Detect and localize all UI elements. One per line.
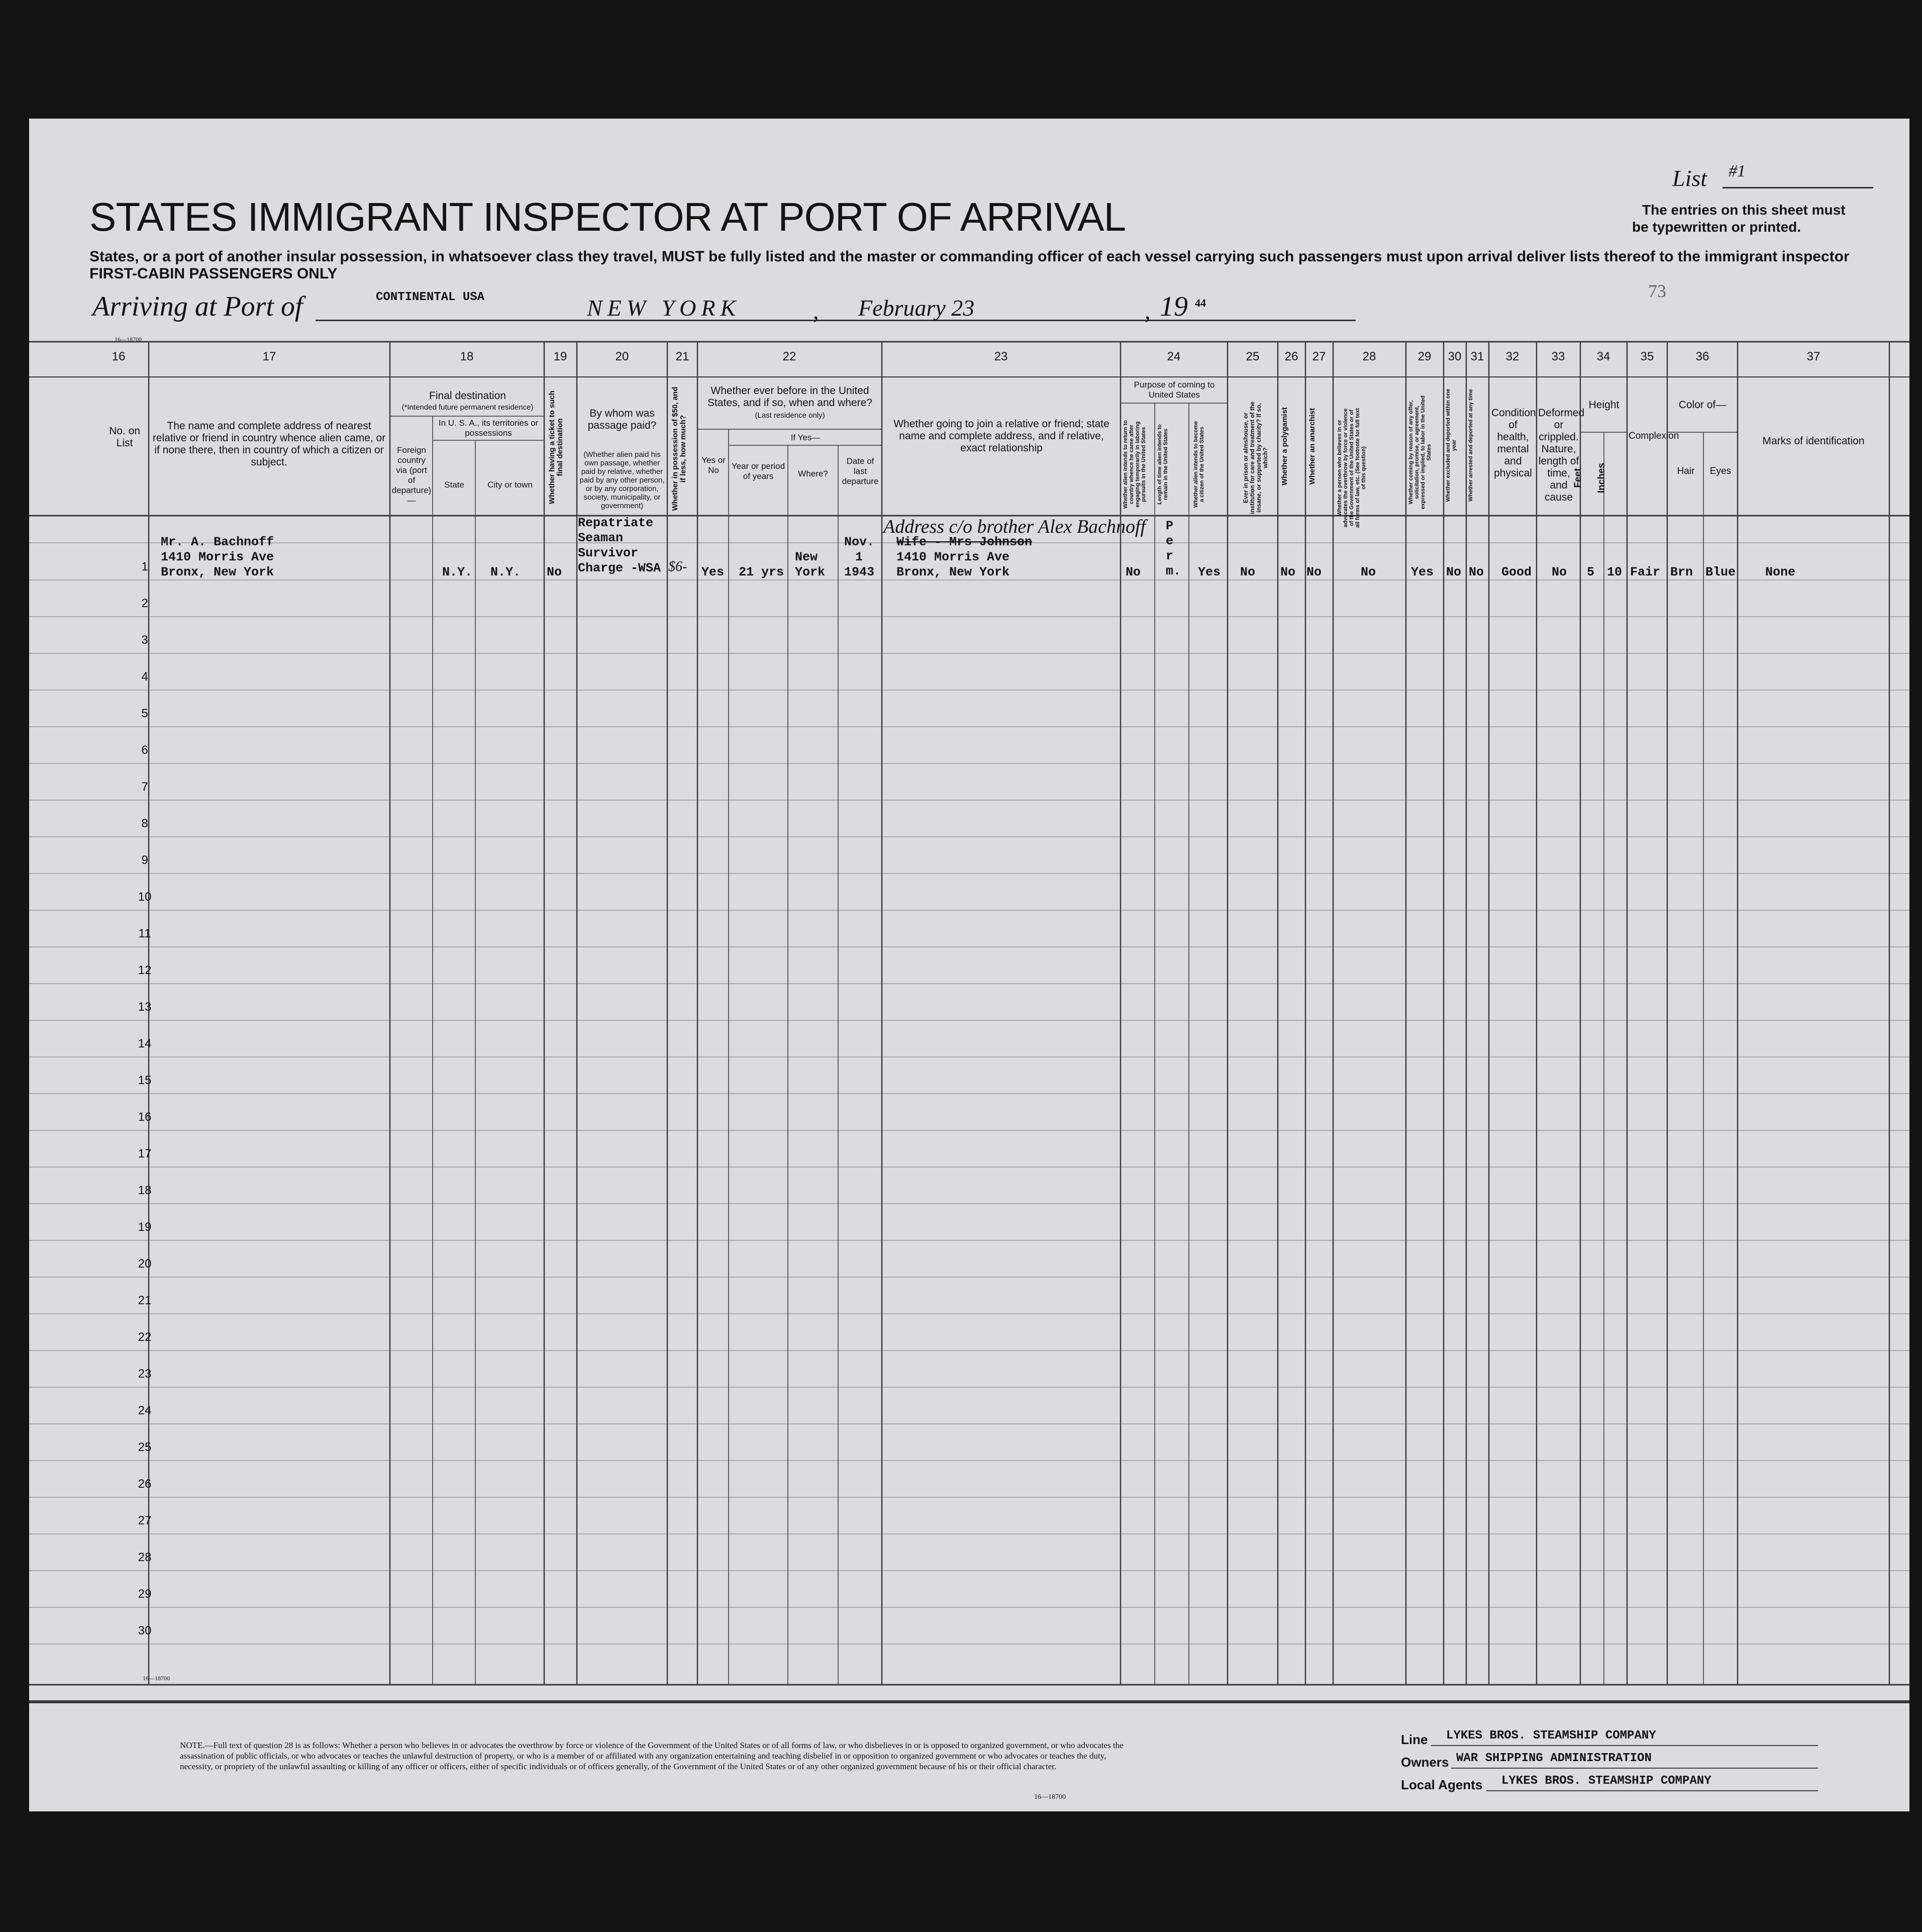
col-sub-feet: Feet [1573,468,1583,488]
row-number: 30 [138,1624,152,1637]
marks-value: None [1765,565,1796,579]
line-underline [1431,1745,1818,1746]
height-feet-value: 5 [1587,565,1595,579]
page-number: 73 [1648,281,1666,301]
col-sub-where: Where? [798,469,828,478]
row-number: 27 [138,1514,152,1527]
join-line3: Bronx, New York [896,565,1010,579]
col-note-passage: (Whether alien paid his own passage, whether paid by relative, whether paid by any other person, or by any corporation, society, municipality, or government) [579,450,665,510]
row-number: 22 [138,1330,152,1344]
agents-label: Local Agents [1401,1777,1483,1792]
arrival-year-suffix: 44 [1195,297,1206,309]
col-num: 27 [1312,350,1326,363]
col-header-polygamist: Whether a polygamist [1280,407,1289,486]
entries-note-line1: The entries on this sheet must [1642,202,1846,218]
health-value: Good [1501,565,1532,579]
q29-value: Yes [1411,565,1434,579]
row-number: 21 [138,1294,152,1307]
col-num: 32 [1505,350,1520,363]
line-value: LYKES BROS. STEAMSHIP COMPANY [1446,1729,1656,1743]
row-number: 19 [138,1220,152,1234]
departure-day: 1 [855,550,863,564]
col-sub-city: City or town [487,480,533,490]
comma: , [1145,298,1151,324]
row-number: 26 [138,1477,152,1491]
dest-city: N.Y. [490,565,521,579]
list-label: List [1672,165,1707,191]
row-number: 17 [138,1147,152,1161]
row-number: 15 [138,1074,152,1087]
arrival-port: NEW YORK [587,295,741,321]
col-num: 34 [1596,350,1610,363]
col-header-health: Condition of health, mental and physical [1491,407,1536,479]
col-sub-hair: Hair [1677,466,1695,476]
polygamist-value: No [1280,565,1296,579]
arriving-line [316,320,1356,321]
row-number: 14 [138,1037,152,1050]
footer-form-code: 16—18700 [1034,1793,1066,1801]
q28-value: No [1361,565,1376,579]
ticket-value: No [547,565,562,579]
col-header-passage: By whom was passage paid? [587,408,657,431]
col-header-ever-before: Whether ever before in the United States, and if so, when and where? [707,385,873,409]
col-header-no-on-list: No. on List [109,425,140,449]
manifest-sheet [29,119,1909,1811]
footnote-q28: NOTE.—Full text of question 28 is as follows: Whether a person who believes in or advocates the overthrow by force or violence of the Government of the United States or of all forms of law, or who disbelieves in or is opposed to organized government, or who advocates the assassination of public officials, or who advocates or teaches the unlawful destruction of property, or who is a member of or affiliated with any organization entertaining and teaching disbelief in or opposition to organized government or who advocates or teaches the duty, necessity, or propriety of the unlawful assaulting or killing of any officer or officers, either of specific individuals or of officers generally, of the Government of the United States or of any other organized government because of his or their official character. [180,1741,1124,1771]
list-line [1723,187,1873,188]
prison-value: No [1240,565,1256,579]
col-num: 17 [262,350,276,363]
entries-note-line2: be typewritten or printed. [1632,219,1801,235]
col-num: 36 [1695,350,1709,363]
col-header-join: Whether going to join a relative or friend; state name and complete address, and if relative, exact relationship [893,418,1109,454]
length-of-stay-value: Perm. [1166,519,1181,578]
owners-underline [1451,1768,1818,1769]
col-num: 24 [1167,350,1181,363]
col-sub-yes-no: Yes or No [701,455,726,475]
passage-line2: Seaman [578,531,624,545]
row-number: 9 [141,853,148,867]
intends-return-value: No [1126,565,1141,579]
row-number: 5 [141,707,148,720]
col-num: 22 [782,350,796,363]
row-number: 18 [138,1184,152,1197]
col-header-prison: Ever in prison or almshouse, or institution for care and treatment of the insane, or supported by charity? If so, which? [1242,402,1269,515]
col-num: 16 [112,350,126,363]
col-sub-length: Length of time alien intends to remain in the United States [1157,424,1169,505]
col-sub-eyes: Eyes [1709,466,1732,476]
row-number: 12 [138,963,152,977]
col-header-color: Color of— [1678,399,1727,411]
col-num: 29 [1418,350,1432,363]
agents-underline [1486,1790,1818,1791]
col-header-relative: The name and complete address of nearest relative or friend in country whence alien came, or if none there, then in country of which a citizen or subject. [152,420,386,468]
passage-line3: Survivor [578,546,639,560]
row-number: 8 [141,817,148,830]
join-line1: Wife - Mrs Johnson [896,535,1033,549]
where-line1: New [795,550,818,564]
relative-city: Bronx, New York [161,565,274,579]
col-num: 30 [1448,350,1462,363]
col-num: 31 [1470,350,1484,363]
row-number: 29 [138,1587,152,1601]
col-sub-year: Year or period of years [731,461,785,481]
arriving-label: Arriving at Port of [92,291,303,322]
row-number: 16 [138,1110,152,1124]
hair-value: Brn [1670,565,1693,579]
col-header-money: Whether in possession of $50, and if less, how much? [671,387,687,511]
arrival-year-prefix: 19 [1160,291,1188,322]
agents-value: LYKES BROS. STEAMSHIP COMPANY [1501,1774,1711,1788]
departure-month: Nov. [844,535,875,549]
col-num: 23 [994,350,1008,363]
row-number: 3 [141,633,148,647]
comma: , [813,298,819,324]
col-header-marks: Marks of identification [1762,435,1865,447]
become-citizen-value: Yes [1198,565,1221,579]
owners-label: Owners [1401,1755,1449,1770]
row-number: 23 [138,1367,152,1381]
col-header-purpose: Purpose of coming to United States [1134,380,1215,400]
row-number: 28 [138,1551,152,1564]
col-sub-citizen: Whether alien intends to become a citizen of the United States [1193,421,1205,508]
complexion-value: Fair [1630,565,1661,579]
col-sub-return: Whether alien intends to return to country whence he came after engaging temporarily in laboring pursuits in the United States [1123,420,1147,509]
row-number: 6 [141,743,148,757]
row-number: 2 [141,597,148,610]
passage-line1: Repatriate [578,516,654,530]
arrival-date: February 23 [858,295,975,321]
col-num: 21 [675,350,689,363]
col-num: 18 [460,350,474,363]
form-code: 16—18700 [143,1675,170,1682]
form-class-note: FIRST-CABIN PASSENGERS ONLY [89,265,338,282]
list-number: #1 [1729,162,1746,180]
where-line2: York [795,565,826,579]
q30-value: No [1446,565,1462,579]
col-note-ever-before: (Last residence only) [755,411,825,420]
col-header-complexion: Complexion [1629,431,1679,441]
row-number: 7 [141,780,148,794]
col-sub-usa: In U. S. A., its territories or possessions [438,418,539,438]
departure-year: 1943 [844,565,875,579]
join-line2: 1410 Morris Ave [896,550,1010,564]
form-code: 16—18700 [115,336,142,343]
relative-street: 1410 Morris Ave [161,550,274,564]
passage-line4: Charge -WSA [578,561,661,575]
table-grid [29,119,1909,1811]
col-header-q30: Whether excluded and deported within one year [1445,389,1457,502]
col-num: 28 [1362,350,1376,363]
row-number: 11 [138,927,151,940]
col-num: 26 [1284,350,1298,363]
form-subtitle: States, or a port of another insular possession, in whatsoever class they travel, MUST be fully listed and the master or commanding officer of each vessel carrying such passengers must upon arrival deliver lists thereof to the immigrant inspector [89,248,1850,265]
col-sub-foreign: Foreign country via (port of departure)— [391,445,432,505]
col-sub-date: Date of last departure [842,456,879,486]
join-handwritten-note: Address c/o brother Alex Bachnoff [883,516,1146,537]
col-sub-if-yes: If Yes— [790,433,821,442]
row-number: 13 [138,1000,152,1014]
row-number: 20 [138,1257,152,1271]
arrival-region: CONTINENTAL USA [376,291,485,304]
height-inches-value: 10 [1607,565,1623,579]
money-value: $6- [668,559,687,574]
deformed-value: No [1552,565,1567,579]
col-header-q29: Whether coming by reason of any offer, solicitation, promise, or agreement, expressed or implied, to labor in the United States [1408,395,1432,510]
years-value: 21 yrs [739,565,784,579]
col-num: 33 [1551,350,1565,363]
anarchist-value: No [1306,565,1322,579]
col-header-height: Height [1588,399,1620,411]
col-num: 19 [553,350,567,363]
col-header-q28: Whether a person who believes in or advocates the overthrow by force or violence of the Government of the United States or of all forms of law, etc. (See footnote for full text of this question) [1337,408,1367,528]
line-label: Line [1401,1732,1428,1747]
owners-value: WAR SHIPPING ADMINISTRATION [1456,1752,1652,1765]
col-num: 35 [1640,350,1654,363]
row-number: 4 [141,670,148,684]
row-number: 1 [141,560,148,573]
ever-before-value: Yes [701,565,725,579]
col-header-anarchist: Whether an anarchist [1308,408,1317,485]
col-num: 25 [1246,350,1260,363]
dest-state: N.Y. [442,565,473,579]
col-sub-state: State [444,480,464,490]
col-note-final-destination: (*Intended future permanent residence) [401,403,534,412]
form-title: STATES IMMIGRANT INSPECTOR AT PORT OF ARRIVAL [89,195,1126,239]
col-header-ticket: Whether having a ticket to such final destination [548,391,564,504]
eyes-value: Blue [1705,565,1736,579]
col-sub-inches: Inches [1596,462,1607,494]
col-num: 20 [615,350,629,363]
col-header-deformed: Deformed or crippled. Nature, length of time, and cause [1538,407,1585,503]
row-number: 24 [138,1404,152,1417]
relative-name: Mr. A. Bachnoff [161,535,274,549]
col-header-final-destination: Final destination [429,390,506,402]
row-number: 25 [138,1440,152,1454]
col-header-q31: Whether arrested and deported at any time [1468,389,1474,502]
row-number: 10 [138,890,152,904]
q31-value: No [1469,565,1484,579]
col-num: 37 [1806,350,1820,363]
